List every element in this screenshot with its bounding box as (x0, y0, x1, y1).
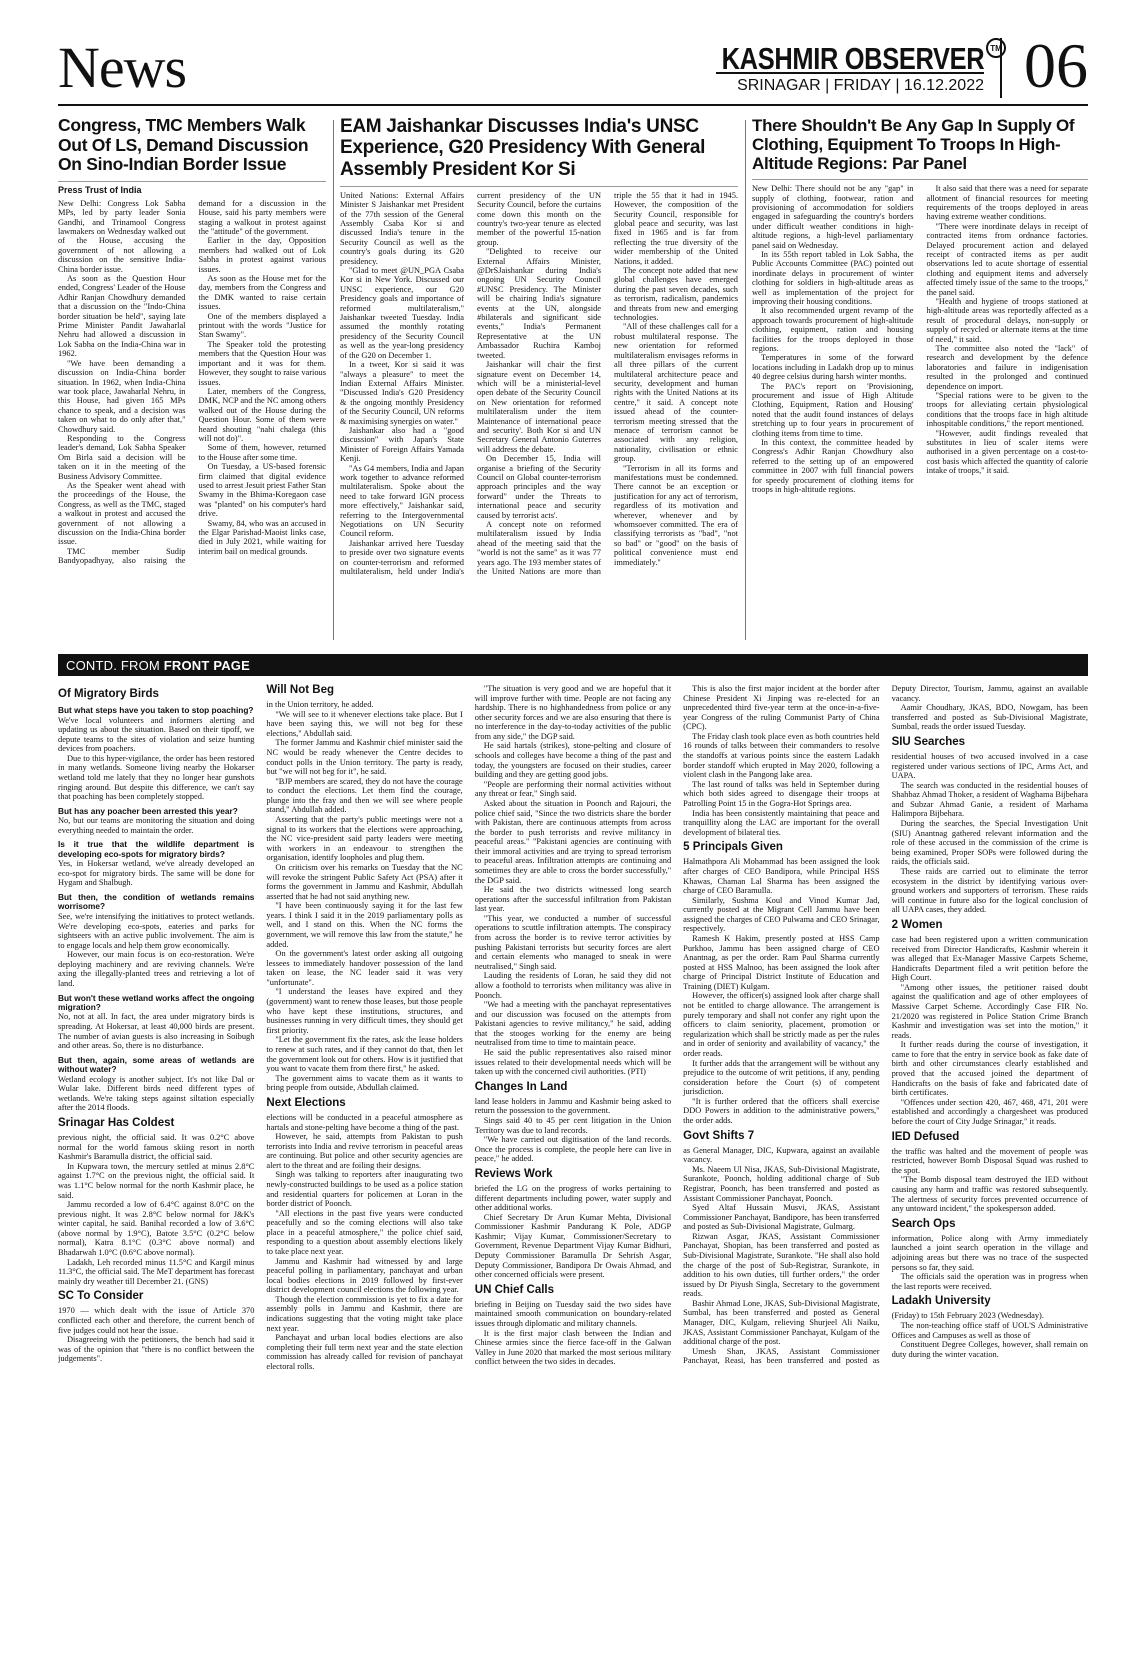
article-paragraph: One of the members displayed a printout with the words "Justice for Stan Swamy". (198, 311, 326, 340)
contd-paragraph: Aamir Choudhary, JKAS, BDO, Nowgam, has been transferred and posted as Sub-Divisional Magistrate, Sumbal, reads the order issued Tuesday. (891, 703, 1088, 732)
article-paragraph: "Health and hygiene of troops stationed at high-altitude areas was reportedly affected as a result of procedural delays, non-supply or supply of recycled or alternate items at the time of need," it said. (926, 296, 1088, 344)
article-paragraph: Jaishankar arrived here Tuesday to preside over two signature events on counter-terrorism and reformed multilateralism, held under India's current presidency of the UN Security Council, before the curtains come down this month on the country's two-year tenure as elected member of the powerful 15-nation group. (340, 190, 601, 577)
contd-paragraph: the traffic was halted and the movement of people was restricted, however Bomb Disposal Squad was rushed to the spot. (891, 1146, 1088, 1175)
article-paragraph: In a tweet, Kor si said it was "always a pleasure" to meet the Indian External Affairs Minister. "Discussed India's G20 Presidency & the ongoing monthly Presidency of the Security Council, UN reforms & maximising synergies on water." (340, 360, 464, 426)
article-troops-clothing (752, 116, 1088, 646)
contd-paragraph: Bashir Ahmad Lone, JKAS, Sub-Divisional Magistrate, Sumbal, has been transferred and posted as General Manager, DIC, Kulgam, relieving Shurjeel Ali Naiku, JKAS, Assistant Commissioner Panchayat, Kulgam of the additional charge of the post. (683, 1298, 880, 1347)
top-rule (58, 104, 1088, 106)
article-byline: Press Trust of India (58, 181, 326, 195)
contd-paragraph: "We had a meeting with the panchayat representatives and our discussion was focused on the attempts from Pakistani agencies to revive militancy," he said, adding that the stooges working for the enemy are being neutralised from time to time to maintain peace. (474, 1000, 672, 1048)
interview-question: But then, again, some areas of wetlands are without water? (58, 1054, 255, 1075)
contd-paragraph: The government aims to vacate them as it wants to bring people from outside, Abdullah claimed. (266, 1073, 463, 1093)
contd-paragraph: He said the two districts witnessed long search operations after the successful infiltration from Pakistan last year. (474, 885, 672, 914)
contd-paragraph: (Friday) to 15th February 2023 (Wednesday). (891, 1311, 1044, 1321)
contd-paragraph: Rizwan Asgar, JKAS, Assistant Commissioner Panchayat, Shopian, has been transferred and posted as Sub-Divisional Magistrate, Surankote. "He shall also hold the charge of the post of Sub-Registrar, Surankote, in addition to his own duties, till further orders," the order issued by Dr Piyush Singla, Secretary to the government reads. (683, 1231, 880, 1299)
contd-paragraph: Umesh Shan, JKAS, Assistant Commissioner Panchayat, Reasi, has been transferred and posted as Deputy Director, Tourism, Jammu, against an available vacancy. (683, 684, 1088, 1366)
contd-paragraph: India has been consistently maintaining that peace and tranquillity along the LAC are important for the overall development of bilateral ties. (683, 808, 880, 837)
article-headline: EAM Jaishankar Discusses India's UNSC Experience, G20 Presidency With General Assembly President Kor Si (340, 116, 706, 180)
contd-paragraph: "The Bomb disposal team destroyed the IED without causing any harm and traffic was restored subsequently. The alertness of security forces prevented occurrence of any untoward incident," the spokesperson added. (891, 1175, 1088, 1214)
article-paragraph: "Special rations were to be given to the troops for alleviating certain physiological conditions that the troops face in high altitude inhospitable conditions," the report mentioned. (926, 391, 1088, 429)
contd-paragraph: Asserting that the party's public meetings were not a signal to its workers that the elections were approaching, the NC vice-president said party leaders were meeting with workers in an endeavour to strengthen the organisation, identify loopholes and plug them. (266, 815, 463, 863)
contd-paragraph: previous night, the official said. It was 0.2°C above normal for the world famous skiing resort in north Kashmir's Baramulla district, the official said. (58, 1133, 255, 1162)
article-paragraph: TMC member Sudip Bandyopadhyay, also raising the demand for a discussion in the House, said his party members were staging a walkout in protest against the "attitude" of the government. (58, 198, 326, 566)
contd-paragraph: However, our main focus is on eco-restoration. We're deploying machinery and are reviving channels. We're axing the illegally-planted trees and retrieving a lot of land. (58, 950, 255, 988)
contd-headline: SIU Searches (891, 735, 966, 748)
contd-paragraph: He said hartals (strikes), stone-pelting and closure of schools and colleges have become a thing of the past and today, the youngsters are focused on their studies, career building and they are getting good jobs. (474, 741, 672, 780)
contd-paragraph: In Kupwara town, the mercury settled at minus 2.8°C against 1.7°C on the previous night, the official said. It was 1.1°C below normal for the north Kashmir place, he said. (58, 1161, 255, 1200)
article-paragraph: As the Speaker went ahead with the proceedings of the House, the Congress, as well as the TMC, staged a walkout in protest and accused the government of not allowing a discussion on the India-China border issue. (58, 480, 186, 547)
contd-paragraph: land lease holders in Jammu and Kashmir being asked to return the possession to the government. (474, 1096, 672, 1116)
contd-paragraph: "BJP members are scared, they do not have the courage to conduct the elections. Let them find the courage, plunge into the fray and then we will see where people stand," Abdullah added. (266, 776, 463, 815)
contd-headline: 2 Women (891, 918, 943, 931)
contd-paragraph: Wetland ecology is another subject. It's not like Dal or Wular lake. Different birds need different types of wetlands. We're taking steps against siltation especially after the 2014 floods. (58, 1074, 255, 1113)
contd-headline: UN Chief Calls (474, 1283, 555, 1296)
continued-stories (58, 684, 1088, 1644)
contd-paragraph: This is also the first major incident at the border after Chinese President Xi Jinping was re-elected for an unprecedented third five-year term at the once-in-a-five-year Congress of the ruling Communist Party of China (CPC). (683, 684, 880, 732)
contd-paragraph: "This year, we conducted a number of successful operations to scuttle infiltration attempts. The conspiracy from across the border is to revive terror activities by pushing Pakistani terrorists but security forces are alert and certain elements who managed to sneak in were neutralised," Singh said. (474, 913, 672, 971)
contd-paragraph: However, the officer(s) assigned look after charge shall not be entitled to charge allowance. The arrangement is purely temporary and shall not confer any right upon the officers to claim seniority, placement, promotion or regularization which shall be strictly made as per the rules and in order of seniority and availability of vacancy," the order reads. (683, 991, 880, 1058)
article-paragraph: Responding to the Congress leader's demand, Lok Sabha Speaker Om Birla said a decision will be taken on it in the meeting of the Business Advisory Committee. (58, 433, 186, 481)
article-paragraph: Later, members of the Congress, DMK, NCP and the NC among others walked out of the House during the Question Hour. Some of them were heard shouting "nahi chalega (this will not do)". (198, 386, 326, 443)
contd-paragraph: No, but our teams are monitoring the situation and doing everything needed to maintain the order. (58, 816, 255, 835)
contd-headline: IED Defused (891, 1130, 960, 1143)
contd-paragraph: "Among other issues, the petitioner raised doubt against the qualification and age of other employees of Massive Carpet Scheme. Accordingly Case FIR No. 21/2020 was registered in Police Station Crime Branch Kashmir and investigation was set into the motion," it reads. (891, 982, 1088, 1040)
article-paragraph: "Glad to meet @UN_PGA Csaba Kor si in New York. Discussed our UNSC experience, our G20 Presidency goals and importance of reformed multilateralism," Jaishankar tweeted Tuesday. India assumed the monthly rotating presidency of the Security Council as well as the year-long presidency of the G20 on December 1. (340, 266, 464, 360)
section-title: News (58, 35, 187, 100)
contd-paragraph: It further adds that the arrangement will be without any prejudice to the outcome of writ petitions, if any, pending consideration before the Court (s) of competent jurisdiction. (683, 1058, 880, 1097)
masthead (58, 30, 1088, 101)
article-body (752, 179, 1088, 494)
article-paragraph: As soon as the Question Hour ended, Congress' Leader of the House Adhir Ranjan Chowdhury demanded that a discussion on the "Indo-China border situation be held", saying late Prime Minister Pandit Jawaharlal Nehru had allowed a discussion in Lok Sabha on the India-China war in 1962. (58, 274, 186, 359)
article-paragraph: The concept note added that new global challenges have emerged during the past seven decades, such as terrorism, radicalism, pandemics and threats from new and emerging technologies. (614, 266, 738, 323)
contd-headline: Govt Shifts 7 (683, 1129, 755, 1142)
contd-paragraph: residential houses of two accused involved in a case registered under various sections of IPC, Arms Act, and UAPA. (891, 752, 1088, 781)
article-paragraph: In this context, the committee headed by Congress's Adhir Ranjan Chowdhury also referred to the setting up of an empowered committee in 2007 with full financial powers for speedy procurement of clothing items for troops in high-altitude regions. (752, 438, 914, 495)
contd-paragraph: It is the first major clash between the Indian and Chinese armies since the fierce face-off in the Galwan Valley in June 2020 that marked the most serious military conflict between the two sides in decades. (474, 1328, 672, 1367)
contd-paragraph: Similarly, Sushma Koul and Vinod Kumar Jad, currently posted at the Migrant Cell Jammu have been assigned the charges of CEO Pulwama and CEO Srinagar, respectively. (683, 895, 880, 934)
article-paragraph: Earlier in the day, Opposition members had walked out of Lok Sabha in protest against various issues. (198, 236, 326, 274)
contd-headline: 5 Principals Given (683, 841, 783, 854)
article-paragraph: In its 55th report tabled in Lok Sabha, the Public Accounts Committee (PAC) pointed out inordinate delays in procurement of winter clothing for soldiers in high-altitude areas as well as implementation of the project for improving their housing conditions. (752, 249, 914, 306)
article-paragraph: "As G4 members, India and Japan work together to advance reformed multilateralism. Spoke about the need to take forward IGN process more effectively," Jaishankar said, referring to the Intergovernmental Negotiations on UN Security Council reform. (340, 463, 464, 539)
article-paragraph: Some of them, however, returned to the House after some time. (198, 443, 326, 462)
contd-paragraph: It further reads during the course of investigation, it came to fore that the entry in service book as fake date of birth and other circumstances clearly established and proved that the accused joined the department of Handicrafts on the basis of fake and fabricated date of birth certificates. (891, 1040, 1088, 1098)
interview-question: But has any poacher been arrested this year? (58, 805, 238, 816)
contd-paragraph: "We have carried out digitisation of the land records. Once the process is complete, the people here can live in peace," he added. (474, 1135, 672, 1164)
article-paragraph: "All of these challenges call for a robust multilateral response. The new orientation for reformed multilateralism envisages reforms in all three pillars of the current multilateral architecture peace and security, development and human rights with the United Nations at its centre," it said. A concept note issued ahead of the counter-terrorism meeting stressed that the menace of terrorism cannot be associated with any religion, nationality, civilisation or ethnic group. (614, 322, 738, 464)
contd-banner (58, 654, 1088, 676)
article-paragraph: The PAC's report on 'Provisioning, procurement and issue of High Altitude Clothing, Equipment, Ration and Housing' noted that the audit found instances of delays stretching up to four years in procurement of clothing items from time to time. (752, 381, 914, 438)
article-body (340, 186, 738, 577)
contd-paragraph: The Friday clash took place even as both countries held 16 rounds of talks between their commanders to resolve the standoffs at various points since the eastern Ladakh border standoff which erupted in May 2020, following a violent clash in the Pangong lake area. (683, 731, 880, 780)
contd-paragraph: Jammu recorded a low of 6.4°C against 8.0°C on the previous night. It was 2.8°C below normal for J&K's winter capital, he said. Banihal recorded a low of 3.6°C (above normal by 1.9°C), Batote 3.5°C (0.2°C below normal), Katra 8.1°C (0.3°C above normal) and Bhadarwah 1.0°C (0.6°C above normal). (58, 1200, 255, 1258)
contd-headline: Srinagar Has Coldest (58, 1116, 175, 1129)
contd-paragraph: "I have been continuously saying it for the last few years. I think I said it in the 2019 parliamentary polls as well, and I stand on this. When the NC forms the government, we will remove this law from the statute," he added. (266, 901, 463, 949)
contd-paragraph: briefed the LG on the progress of works pertaining to different departments including power, water supply and other additional works. (474, 1183, 672, 1213)
contd-paragraph: Ramesh K Hakim, presently posted at HSS Camp Purkhoo, Jammu has been assigned charge of CEO Anantnag, as per the order. Ram Paul Sharma currently posted at HSS Malnoo, has been assigned the look after charge of Principal District Institute of Education and Training (DIET) Kulgam. (683, 933, 880, 991)
article-paragraph: On Tuesday, a US-based forensic firm claimed that digital evidence used to arrest Jesuit priest Father Stan Swamy in the Bhima-Koregaon case was "planted" on his computer's hard drive. (198, 462, 326, 519)
article-paragraph: It also recommended urgent revamp of the approach towards procurement of high-altitude clothing, equipment, ration and housing facilities for the troops deployed in those regions. (752, 306, 914, 353)
contd-paragraph: "We will see to it whenever elections take place. But I have been saying this, we will not beg for these elections," Abdullah said. (266, 709, 463, 738)
contd-headline: Search Ops (891, 1217, 956, 1230)
interview-question: But then, the condition of wetlands remains worrisome? (58, 892, 255, 912)
trademark-icon: TM (986, 38, 1006, 58)
contd-paragraph: Sings said 40 to 45 per cent litigation in the Union Territory was due to land records. (474, 1115, 672, 1135)
contd-paragraph: Disagreeing with the petitioners, the bench had said it was of the opinion that "there is no conflict between the judgements". (58, 1335, 255, 1364)
contd-paragraph: Lauding the residents of Loran, he said they did not allow a foothold to terrorists when militancy was alive in Poonch. (474, 971, 672, 1000)
contd-headline: Of Migratory Birds (58, 688, 159, 700)
contd-paragraph: These raids are carried out to eliminate the terror ecosystem in the district by identifying various over-ground workers and supporters of terrorism. These raids will continue in future also for the logical conclusion of all UAPA cases, they added. (891, 866, 1088, 915)
contd-paragraph: Syed Altaf Hussain Musvi, JKAS, Assistant Commissioner Panchayat, Bandipore, has been transferred and posted as Sub-Divisional Magistrate, Gulmarg. (683, 1203, 880, 1232)
interview-question: But what steps have you taken to stop poaching? (58, 705, 254, 716)
contd-paragraph: "Let the government fix the rates, ask the lease holders to renew at such rates, and if they cannot do that, then let the government look out for others. How is it justified that you want to vacate them from there first," he asked. (266, 1035, 463, 1074)
contd-paragraph: Panchayat and urban local bodies elections are also completing their full term next year and the state election commission has already called for revision of panchayat electoral rolls. (266, 1333, 463, 1371)
article-jaishankar-unsc (340, 116, 738, 646)
interview-question: But won't these wetland works affect the ongoing migration? (58, 992, 255, 1012)
article-paragraph: Jaishankar will chair the first signature event on December 14, which will be a ministerial-level open debate of the Security Council on New orientation for reformed multilateralism under the item Maintenance of international peace and security'. Both Kor si and UN Secretary General Antonio Guterres will address the debate. (477, 360, 601, 454)
contd-paragraph: The search was conducted in the residential houses of Shahbaz Ahmad Thoker, a resident of Waghama Bijbehara and Subzar Ahmad Ganie, a resident of Marhama Halimpora Bijbehara. (891, 780, 1088, 819)
article-paragraph: "However, audit findings revealed that substitutes in lieu of scaler items were authorised in a given percentage on a cost-to-cost basis which affected the quantity of calorie intake of troops," it said. (926, 428, 1088, 476)
contd-paragraph: briefing in Beijing on Tuesday said the two sides have maintained smooth communication on boundary-related issues through diplomatic and military channels. (474, 1299, 672, 1329)
article-paragraph: "Terrorism in all its forms and manifestations must be condemned. There cannot be an exception or justification for any act of terrorism, regardless of its motivation and wherever, whenever and by whomsoever committed. The era of classifying terrorists as "bad", "not so bad" or "good" on the basis of political convenience must end immediately." (614, 463, 738, 567)
interview-question: Is it true that the wildlife department is developing eco-spots for migratory birds? (58, 839, 255, 859)
article-paragraph: Jaishankar also had a "good discussion" with Japan's State Minister of Foreign Affairs Yamada Kenji. (340, 425, 464, 464)
banner-prefix: CONTD. FROM (66, 658, 160, 673)
article-headline: Congress, TMC Members Walk Out Of LS, Demand Discussion On Sino-Indian Border Issue (58, 116, 309, 175)
article-paragraph: "Delighted to receive our External Affairs Minister, @DrSJaishankar during India's ongoing UN Security Council #UNSC Presidency. The Minister will be chairing India's signature events at the UN, alongside #bilaterals and significant side events," India's Permanent Representative at the UN Ambassador Ruchira Kamboj tweeted. (477, 247, 601, 360)
dateline: SRINAGAR | FRIDAY | 16.12.2022 (737, 77, 984, 94)
article-paragraph: "We have been demanding a discussion on India-China border situation. In 1962, when India-China war took place, Jawaharlal Nehru, in this House, had given 165 MPs chance to speak, and a decision was taken on what to do only after that," Chowdhury said. (58, 358, 186, 434)
contd-paragraph: During the searches, the Special Investigation Unit (SIU) Anantnag gathered relevant information and the role of these accused in the commission of the crime is being examined, Proper SOPs were followed during the raids, the officials said. (891, 819, 1088, 867)
contd-paragraph: "It is further ordered that the officers shall exercise DDO Powers in addition to the administrative powers," the order adds. (683, 1096, 880, 1125)
contd-headline: Will Not Beg (266, 684, 335, 696)
contd-paragraph: Ms. Naeem Ul Nisa, JKAS, Sub-Divisional Magistrate, Surankote, Poonch, holding additional charge of Sub Registrar, Poonch, has been transferred and posted as Assistant Commissioner Panchayat, Poonch. (683, 1164, 880, 1203)
contd-paragraph: The officials said the operation was in progress when the last reports were received. (891, 1272, 1088, 1291)
contd-paragraph: "People are performing their normal activities without any threat or fear," Singh said. (474, 779, 672, 799)
contd-paragraph: Asked about the situation in Poonch and Rajouri, the police chief said, "Since the two districts share the border with Pakistan, there are continuous attempts from across the border to push terrorists and revive militancy in peaceful areas." "Pakistani agencies are continuing with their immoral activities and are trying to spread terrorism to peaceful areas. Infiltration attempts are continuing and sometimes they are able to cross the border successfully," the DGP said. (474, 798, 672, 885)
article-paragraph: As soon as the House met for the day, members from the Congress and the DMK wanted to raise certain issues. (198, 274, 326, 312)
contd-paragraph: On the government's latest order asking all outgoing lessees to immediately handover possession of the land taken on lease, the NC leader said it was very "unfortunate". (266, 949, 463, 987)
article-paragraph: It also said that there was a need for separate allotment of financial resources for meeting requirements of the troops deployed in areas having extreme weather conditions. (926, 184, 1088, 222)
contd-paragraph: We've local volunteers and informers alerting and updating us about the situation. Based on their tipoff, we depute teams to the sites of violation and seize hunting devices from poachers. (58, 715, 255, 754)
article-paragraph: Swamy, 84, who was an accused in the Elgar Parishad-Maoist links case, died in July 2021, while waiting for interim bail on medical grounds. (198, 518, 326, 556)
article-paragraph: A concept note on reformed multilateralism issued by India ahead of the meeting said that the "world is not the same" as it was 77 years ago. The 193 member states of the United Nations are more than triple the 55 that it had in 1945. However, the composition of the Security Council, responsible for global peace and security, was last fixed in 1965 and is far from reflecting the true diversity of the wider membership of the United Nations, it added. (477, 190, 738, 577)
contd-paragraph: as General Manager, DIC, Kupwara, against an available vacancy. (683, 1145, 880, 1165)
contd-paragraph: No, not at all. In fact, the area under migratory birds is spreading. At Hokersar, at least 40,000 birds are present. The number of avian guests is also increasing in Soibugh and other areas. So, there is no disturbance. (58, 1012, 255, 1051)
contd-paragraph: Singh was talking to reporters after inaugurating two newly-constructed buildings to be used as a police station and residential quarters for policemen at Loran in the border district of Poonch. (266, 1170, 463, 1209)
contd-headline: SC To Consider (58, 1290, 144, 1303)
contd-paragraph: The last round of talks was held in September during which both sides agreed to disengage their troops at Patrolling Point 15 in the Gogra-Hot Springs area. (683, 779, 880, 808)
contd-paragraph: "I understand the leases have expired and they (government) want to renew those leases, but those people who have kept these institutions, structures, and businesses running in very difficult times, they should get first priority. (266, 987, 463, 1035)
contd-headline: Next Elections (266, 1096, 346, 1109)
contd-paragraph: in the Union territory, he added. (266, 700, 374, 710)
article-paragraph: New Delhi: Congress Lok Sabha MPs, led by party leader Sonia Gandhi, and Trinamool Congress lawmakers on Wednesday walked out of the House, accusing the government of not allowing a discussion on the sensitive India-China border issue. (58, 198, 186, 274)
contd-paragraph: The non-teaching office staff of UOL'S Administrative Offices and Campuses as well as those of (891, 1320, 1088, 1340)
contd-headline: Reviews Work (474, 1167, 553, 1180)
article-paragraph: On December 15, India will organise a briefing of the Security Council on Global counter-terrorism approach principles and the way forward" under the Threats to international peace and security caused by terrorist acts'. (477, 454, 601, 520)
article-headline: There Shouldn't Be Any Gap In Supply Of Clothing, Equipment To Troops In High-Altitude Regions: Par Panel (752, 116, 1075, 174)
page-number: 06 (1024, 30, 1088, 101)
contd-paragraph: However, he said, attempts from Pakistan to push terrorists into India and revive terrorism in peaceful areas are continuing. But police and other security agencies are alert to the threat and are foiling their designs. (266, 1132, 463, 1170)
masthead-divider (1000, 38, 1002, 98)
contd-paragraph: Chief Secretary Dr Arun Kumar Mehta, Divisional Commissioner Kashmir Pandurang K Pole, ADGP Kashmir; Vijay Kumar, Commissioner/Secretary to Government, Revenue Department Vijay Kumar Bidhuri, Deputy Commissioner Baramulla Dr Sehrish Asgar, Deputy Commissioner, Bandipora Dr Owais Ahmad, and other concerned officials were present. (474, 1212, 672, 1280)
article-paragraph: The committee also noted the "lack" of research and development by the defence laboratories and failure in indigenisation resulted in the prolonged and continued dependence on import. (926, 344, 1088, 391)
contd-paragraph: See, we're intensifying the initiatives to protect wetlands. We're developing eco-spots, eateries and parks for sightseers with an active public involvement. The aim is to engage locals and help them grow economically. (58, 911, 255, 950)
contd-paragraph: Yes, in Hokersar wetland, we've already developed an eco-spot for migratory birds. The same will be done for Hygam and Shalbugh. (58, 859, 255, 888)
contd-paragraph: Though the election commission is yet to fix a date for assembly polls in Jammu and Kashmir, there are indications suggesting that the voting might take place next year. (266, 1294, 463, 1333)
contd-paragraph: Due to this hyper-vigilance, the order has been restored in many wetlands. Someone living nearby the Hokarser wetland told me lately that they no longer hear gunshots ringing around. But despite this difference, we can't say that poaching has been completely stopped. (58, 753, 255, 802)
contd-headline: Changes In Land (474, 1080, 568, 1093)
article-paragraph: The Speaker told the protesting members that the Question Hour was important and it was for them. However, they sought to raise various issues. (198, 339, 326, 387)
article-paragraph: Temperatures in some of the forward locations including in Ladakh drop up to minus 40 degree celsius during harsh winter months. (752, 353, 914, 382)
contd-headline: Ladakh University (891, 1295, 991, 1308)
contd-paragraph: "All elections in the past five years were conducted peacefully and so the coming elections will also take place in a peaceful atmosphere," the police chief said, responding to a question about assembly elections likely to take place next year. (266, 1208, 463, 1257)
column-divider (333, 120, 334, 640)
contd-paragraph: Halmathpora Ali Mohammad has been assigned the look after charges of CEO Bandipora, while Principal HSS Khawas, Chaman Lal Sharma has been assigned the charge of CEO Baramulla. (683, 857, 880, 896)
publication-name: KASHMIR OBSERVER (721, 41, 984, 76)
masthead-rule (716, 72, 984, 74)
article-paragraph: United Nations: External Affairs Minister S Jaishankar met President of the 77th session of the General Assembly Csaba Kor si and discussed India's tenure in the Security Council as well as the country's goals during its G20 presidency. (340, 190, 464, 266)
contd-paragraph: information, Police along with Army immediately launched a joint search operation in the village and adjoining areas but there was no trace of the suspected persons so far, they said. (891, 1233, 1088, 1272)
contd-paragraph: The former Jammu and Kashmir chief minister said the NC would be ready whenever the Centre decides to conduct polls in the Union territory. The party is ready, but "we will not beg for it", he said. (266, 738, 463, 777)
contd-paragraph: Ladakh, Leh recorded minus 11.5°C and Kargil minus 11.3°C, the official said. The MeT department has forecast mainly dry weather till December 21. (GNS) (58, 1257, 255, 1286)
banner-emphasis: FRONT PAGE (163, 658, 250, 673)
article-congress-walkout (58, 116, 326, 646)
article-paragraph: New Delhi: There should not be any "gap" in supply of clothing, footwear, ration and provisioning of accommodation for soldiers engaged in safeguarding the country's borders under difficult weather conditions in high-altitude regions, a high-level parliamentary panel said on Wednesday. (752, 184, 914, 250)
contd-paragraph: He said the public representatives also raised minor issues related to their developmental needs which will be taken up with the concerned civil authorities. (PTI) (474, 1047, 672, 1077)
contd-paragraph: case had been registered upon a written communication received from Director Handicrafts, Kashmir wherein it was alleged that Ex-Manager Massive Carpets Scheme, Handicrafts Department filed a writ petition before the High Court. (891, 934, 1088, 983)
column-divider (745, 120, 746, 640)
contd-paragraph: "Offences under section 420, 467, 468, 471, 201 were established and accordingly a chargesheet was produced before the court of City Judge Srinagar," it reads. (891, 1097, 1088, 1126)
contd-paragraph: 1970 — which dealt with the issue of Article 370 conflicted each other and therefore, the current bench of five judges could not hear the issue. (58, 1306, 255, 1335)
contd-paragraph: Constituent Degree Colleges, however, shall remain on duty during the winter vacation. (891, 1340, 1088, 1359)
contd-paragraph: elections will be conducted in a peaceful atmosphere as hartals and stone-pelting have become a thing of the past. (266, 1112, 463, 1132)
article-paragraph: "There were inordinate delays in receipt of contracted items from ordnance factories. Delayed procurement action and delayed receipt of contracted items as per audit observations led to acute shortage of essential clothing and equipment items and adversely affected timely issue of the same to the troops," the panel said. (926, 221, 1088, 297)
contd-paragraph: Jammu and Kashmir had witnessed by and large peaceful polling in parliamentary, panchayat and urban local bodies elections in 2019 followed by first-ever district development council elections the following year. (266, 1256, 463, 1295)
contd-paragraph: On criticism over his remarks on Tuesday that the NC will revoke the stringent Public Safety Act (PSA) after it forms the government in Jammu and Kashmir, Abdullah asserted that he had not said anything new. (266, 862, 463, 901)
contd-paragraph: "The situation is very good and we are hopeful that it will improve further with time. People are not facing any hardship. There is no highhandedness from police or any other security forces and we are also ensuring that there is no interference in the day-to-today activities of the public from any side," the DGP said. (474, 684, 672, 741)
article-body (58, 199, 326, 566)
